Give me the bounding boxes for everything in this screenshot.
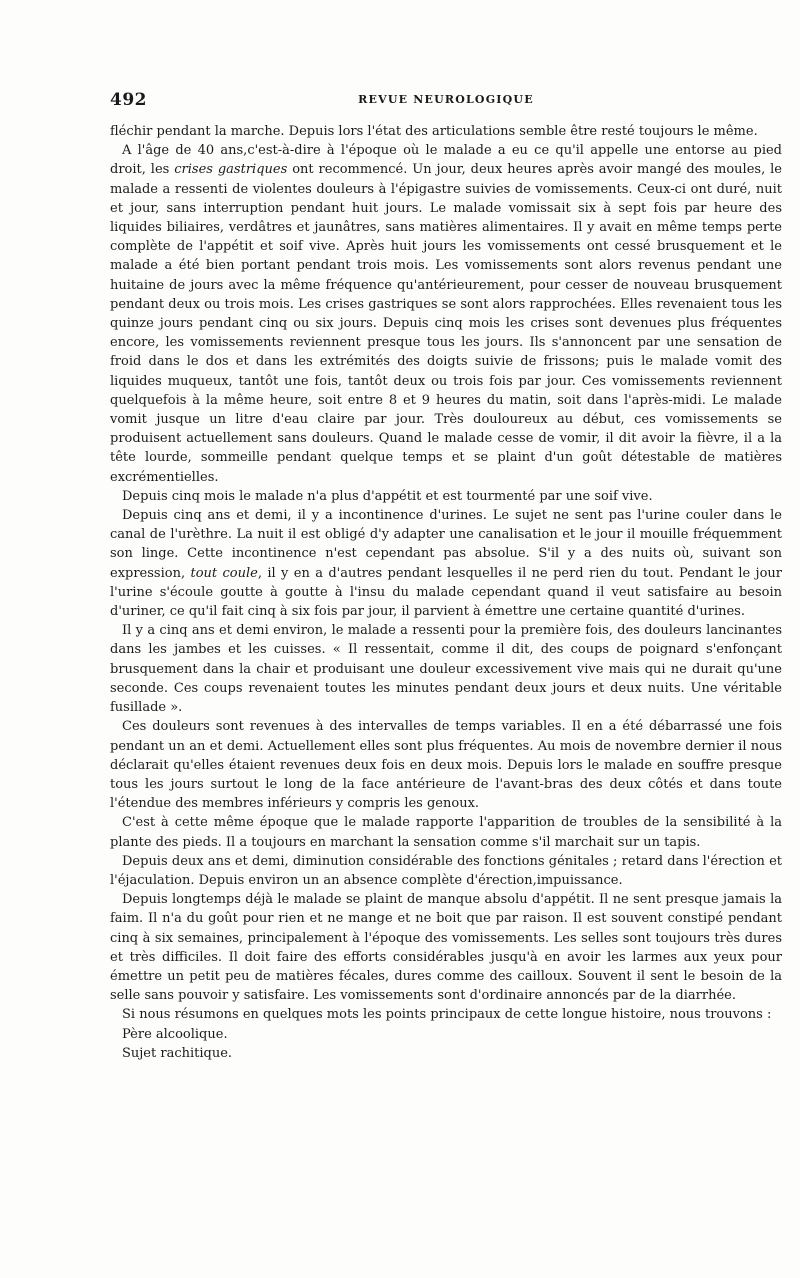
running-head: REVUE NEUROLOGIQUE bbox=[358, 93, 534, 106]
summary-item: Sujet rachitique. bbox=[122, 1045, 233, 1061]
paragraph: Depuis cinq mois le malade n'a plus d'appétit et est tourmenté par une soif vive. bbox=[122, 488, 653, 504]
paragraph: Depuis deux ans et demi, diminution considérable des fonctions génitales ; retard dans l'érection et l'éjaculation. Depuis environ un an absence complète d'érection,impuissance. bbox=[110, 853, 782, 888]
page-header bbox=[110, 90, 782, 112]
paragraph: Depuis longtemps déjà le malade se plaint de manque absolu d'appétit. Il ne sent presque jamais la faim. Il n'a du goût pour rien et ne mange et ne boit que par raison. Il est souvent constipé pendant cinq à six semaines, principalement à l'époque des vomissements. Les selles sont toujours très dures et très difficiles. Il doit faire des efforts considérables jusqu'à en avoir les larmes aux yeux pour émettre un petit peu de matières fécales, dures comme des cailloux. Souvent il sent le besoin de la selle sans pouvoir y satisfaire. Les vomissements sont d'ordinaire annoncés par de la diarrhée. bbox=[110, 892, 782, 1004]
italic-term: tout coule bbox=[190, 565, 258, 581]
paragraph: C'est à cette même époque que le malade rapporte l'apparition de troubles de la sensibilité à la plante des pieds. Il a toujours en marchant la sensation comme s'il marchait sur un tapis. bbox=[110, 815, 782, 850]
paragraph: Il y a cinq ans et demi environ, le malade a ressenti pour la première fois, des douleurs lancinantes dans les jambes et les cuisses. « Il ressentait, comme il dit, des coups de poignard s'enfonçant brusquement dans la chair et produisant une douleur excessivement vive mais qui ne durait qu'une seconde. Ces coups revenaient toutes les minutes pendant deux jours et deux nuits. Une véritable fusillade ». bbox=[110, 623, 782, 716]
paragraph: A l'âge de 40 ans,c'est-à-dire à l'époque où le malade a eu ce qu'il appelle une entorse au pied droit, les crises gastriques ont recommencé. Un jour, deux heures après avoir mangé des moules, le malade a ressenti de violentes douleurs à l'épigastre suivies de vomissements. Ceux-ci ont duré, nuit et jour, sans interruption pendant huit jours. Le malade vomissait six à sept fois par heure des liquides biliaires, verdâtres et jaunâtres, sans matières alimentaires. Il y avait en même temps perte complète de l'appétit et soif vive. Après huit jours les vomissements ont cessé brusquement et le malade a été bien portant pendant trois mois. Les vomissements sont alors revenus pendant une huitaine de jours avec la même fréquence qu'antérieurement, pour cesser de nouveau brusquement pendant deux ou trois mois. Les crises gastriques se sont alors rapprochées. Elles revenaient tous les quinze jours pendant cinq ou six jours. Depuis cinq mois les crises sont devenues plus fréquentes encore, les vomissements reviennent presque tous les jours. Ils s'annoncent par une sensation de froid dans le dos et dans les extrémités des doigts suivie de frissons; puis le malade vomit des liquides muqueux, tantôt une fois, tantôt deux ou trois fois par jour. Ces vomissements reviennent quelquefois à la même heure, soit entre 8 et 9 heures du matin, soit dans l'après-midi. Le malade vomit jusque un litre d'eau claire par jour. Très douloureux au début, ces vomissements se produisent actuellement sans douleurs. Quand le malade cesse de vomir, il dit avoir la fièvre, il a la tête lourde, sommeille pendant quelque temps et se plaint d'un goût détestable de matières excrémentielles. bbox=[110, 143, 782, 485]
page-number: 492 bbox=[110, 90, 147, 110]
paragraph: fléchir pendant la marche. Depuis lors l'état des articulations semble être resté toujours le même. bbox=[110, 124, 758, 139]
paragraph: Si nous résumons en quelques mots les points principaux de cette longue histoire, nous trouvons : bbox=[122, 1007, 772, 1023]
body-text bbox=[110, 122, 782, 1063]
summary-item: Père alcoolique. bbox=[122, 1026, 228, 1042]
paragraph: Depuis cinq ans et demi, il y a incontinence d'urines. Le sujet ne sent pas l'urine couler dans le canal de l'urèthre. La nuit il est obligé d'y adapter une canalisation et le jour il mouille fréquemment son linge. Cette incontinence n'est cependant pas absolue. S'il y a des nuits où, suivant son expression, tout coule, il y en a d'autres pendant lesquelles il ne perd rien du tout. Pendant le jour l'urine s'écoule goutte à goutte à l'insu du malade cependant quand il veut satisfaire au besoin d'uriner, ce qu'il fait cinq à six fois par jour, il parvient à émettre une certaine quantité d'urines. bbox=[110, 508, 782, 620]
italic-term: crises gastriques bbox=[174, 162, 288, 178]
paragraph: Ces douleurs sont revenues à des intervalles de temps variables. Il en a été débarrassé une fois pendant un an et demi. Actuellement elles sont plus fréquentes. Au mois de novembre dernier il nous déclarait qu'elles étaient revenues deux fois en deux mois. Depuis lors le malade en souffre presque tous les jours surtout le long de la face antérieure de l'avant-bras des deux côtés et dans toute l'étendue des membres inférieurs y compris les genoux. bbox=[110, 719, 782, 812]
